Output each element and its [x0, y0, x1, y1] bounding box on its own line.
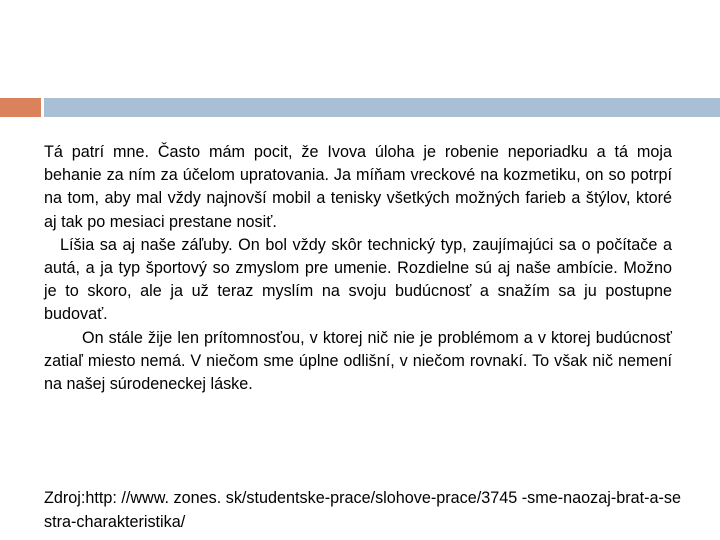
accent-bar-blue — [44, 98, 720, 117]
body-text — [44, 141, 672, 396]
paragraph-3: On stále žije len prítomnosťou, v ktorej nič nie je problémom a v ktorej budúcnosť zatiaľ miesto nemá. V niečom sme úplne odlišní, v niečom rovnakí. To však nič nemení na našej súrodeneckej láske. — [44, 328, 672, 394]
accent-bar-orange — [0, 98, 41, 117]
paragraph-2: Líšia sa aj naše záľuby. On bol vždy skôr technický typ, zaujímajúci sa o počítače a autá, a ja typ športový so zmyslom pre umenie. Rozdielne sú aj naše ambície. Možno je to skoro, ale ja už teraz myslím na svoju budúcnosť a snažím sa ju postupne budovať. — [44, 235, 672, 324]
source-citation: Zdroj:http: //www. zones. sk/studentske-prace/slohove-prace/3745 -sme-naozaj-brat-a-sestra-charakteristika/ — [44, 489, 681, 531]
paragraph-1: Tá patrí mne. Často mám pocit, že Ivova úloha je robenie neporiadku a tá moja behanie za ním za účelom upratovania. Ja míňam vreckové na kozmetiku, on so potrpí na tom, aby mal vždy najnovší mobil a tenisky všetkých možných farieb a štýlov, ktoré aj tak po mesiaci prestane nosiť. — [44, 143, 672, 231]
